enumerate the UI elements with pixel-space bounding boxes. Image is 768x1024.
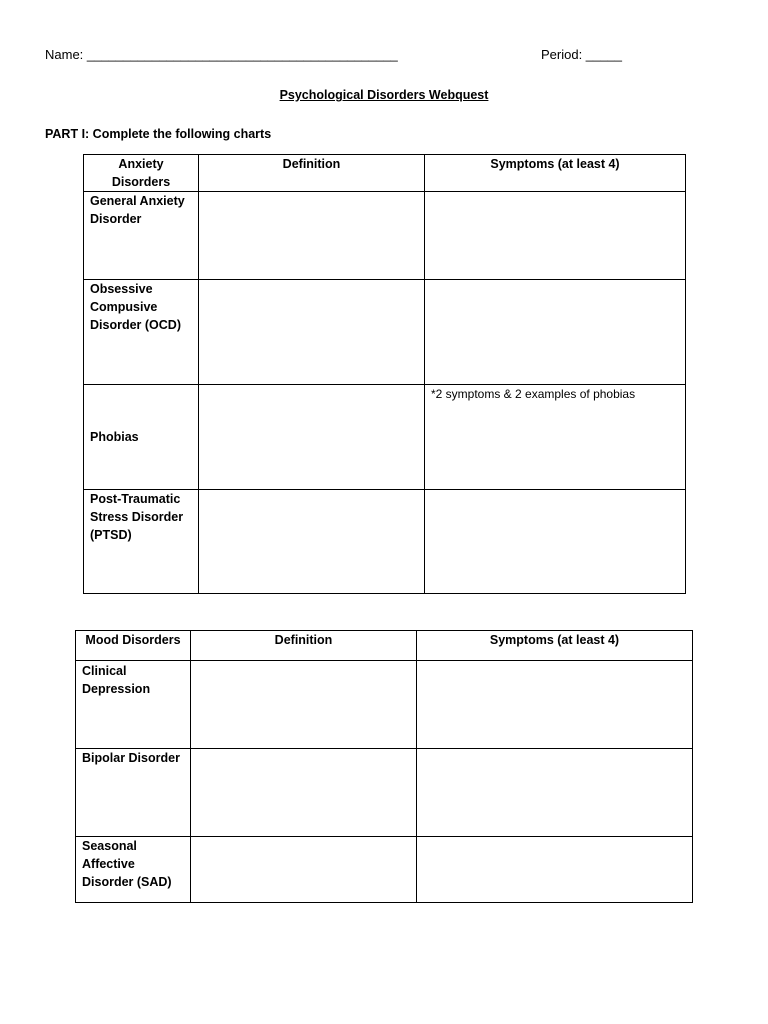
symptoms-cell[interactable] (425, 192, 686, 280)
table-row (84, 280, 686, 385)
disorder-name-cell: Clinical Depression (76, 661, 191, 749)
table-row (76, 837, 693, 903)
definition-cell[interactable] (191, 837, 417, 903)
symptoms-cell[interactable] (417, 837, 693, 903)
anxiety-disorders-table (83, 154, 686, 594)
symptoms-cell[interactable] (425, 385, 686, 490)
definition-cell[interactable] (191, 661, 417, 749)
disorder-name-cell: Post-Traumatic Stress Disorder (PTSD) (84, 490, 199, 594)
disorder-name-cell: Phobias (84, 385, 199, 490)
period-field-label: Period: _____ (541, 47, 622, 62)
disorder-name-cell: Seasonal Affective Disorder (SAD) (76, 837, 191, 903)
phobias-note: *2 symptoms & 2 examples of phobias (431, 387, 636, 401)
table-row (84, 385, 686, 490)
symptoms-cell[interactable] (417, 749, 693, 837)
definition-cell[interactable] (191, 749, 417, 837)
header-cell-definition: Definition (199, 155, 425, 192)
table-row (76, 661, 693, 749)
table-header-row (76, 631, 693, 661)
definition-cell[interactable] (199, 280, 425, 385)
symptoms-cell[interactable] (425, 280, 686, 385)
header-cell-symptoms: Symptoms (at least 4) (425, 155, 686, 192)
table-row (76, 749, 693, 837)
header-cell-disorder: Anxiety Disorders (84, 155, 199, 192)
definition-cell[interactable] (199, 490, 425, 594)
table-row (84, 490, 686, 594)
symptoms-cell[interactable] (417, 661, 693, 749)
header-cell-definition: Definition (191, 631, 417, 661)
definition-cell[interactable] (199, 192, 425, 280)
header-cell-symptoms: Symptoms (at least 4) (417, 631, 693, 661)
name-field-label: Name: ___________________________________________ (45, 47, 398, 62)
header-cell-disorder: Mood Disorders (76, 631, 191, 661)
disorder-name-cell: Bipolar Disorder (76, 749, 191, 837)
mood-disorders-table (75, 630, 693, 903)
table-row (84, 192, 686, 280)
part-heading: PART I: Complete the following charts (45, 127, 272, 141)
table-header-row (84, 155, 686, 192)
document-title: Psychological Disorders Webquest (279, 88, 489, 102)
definition-cell[interactable] (199, 385, 425, 490)
disorder-name-cell: Obsessive Compusive Disorder (OCD) (84, 280, 199, 385)
symptoms-cell[interactable] (425, 490, 686, 594)
disorder-name-cell: General Anxiety Disorder (84, 192, 199, 280)
